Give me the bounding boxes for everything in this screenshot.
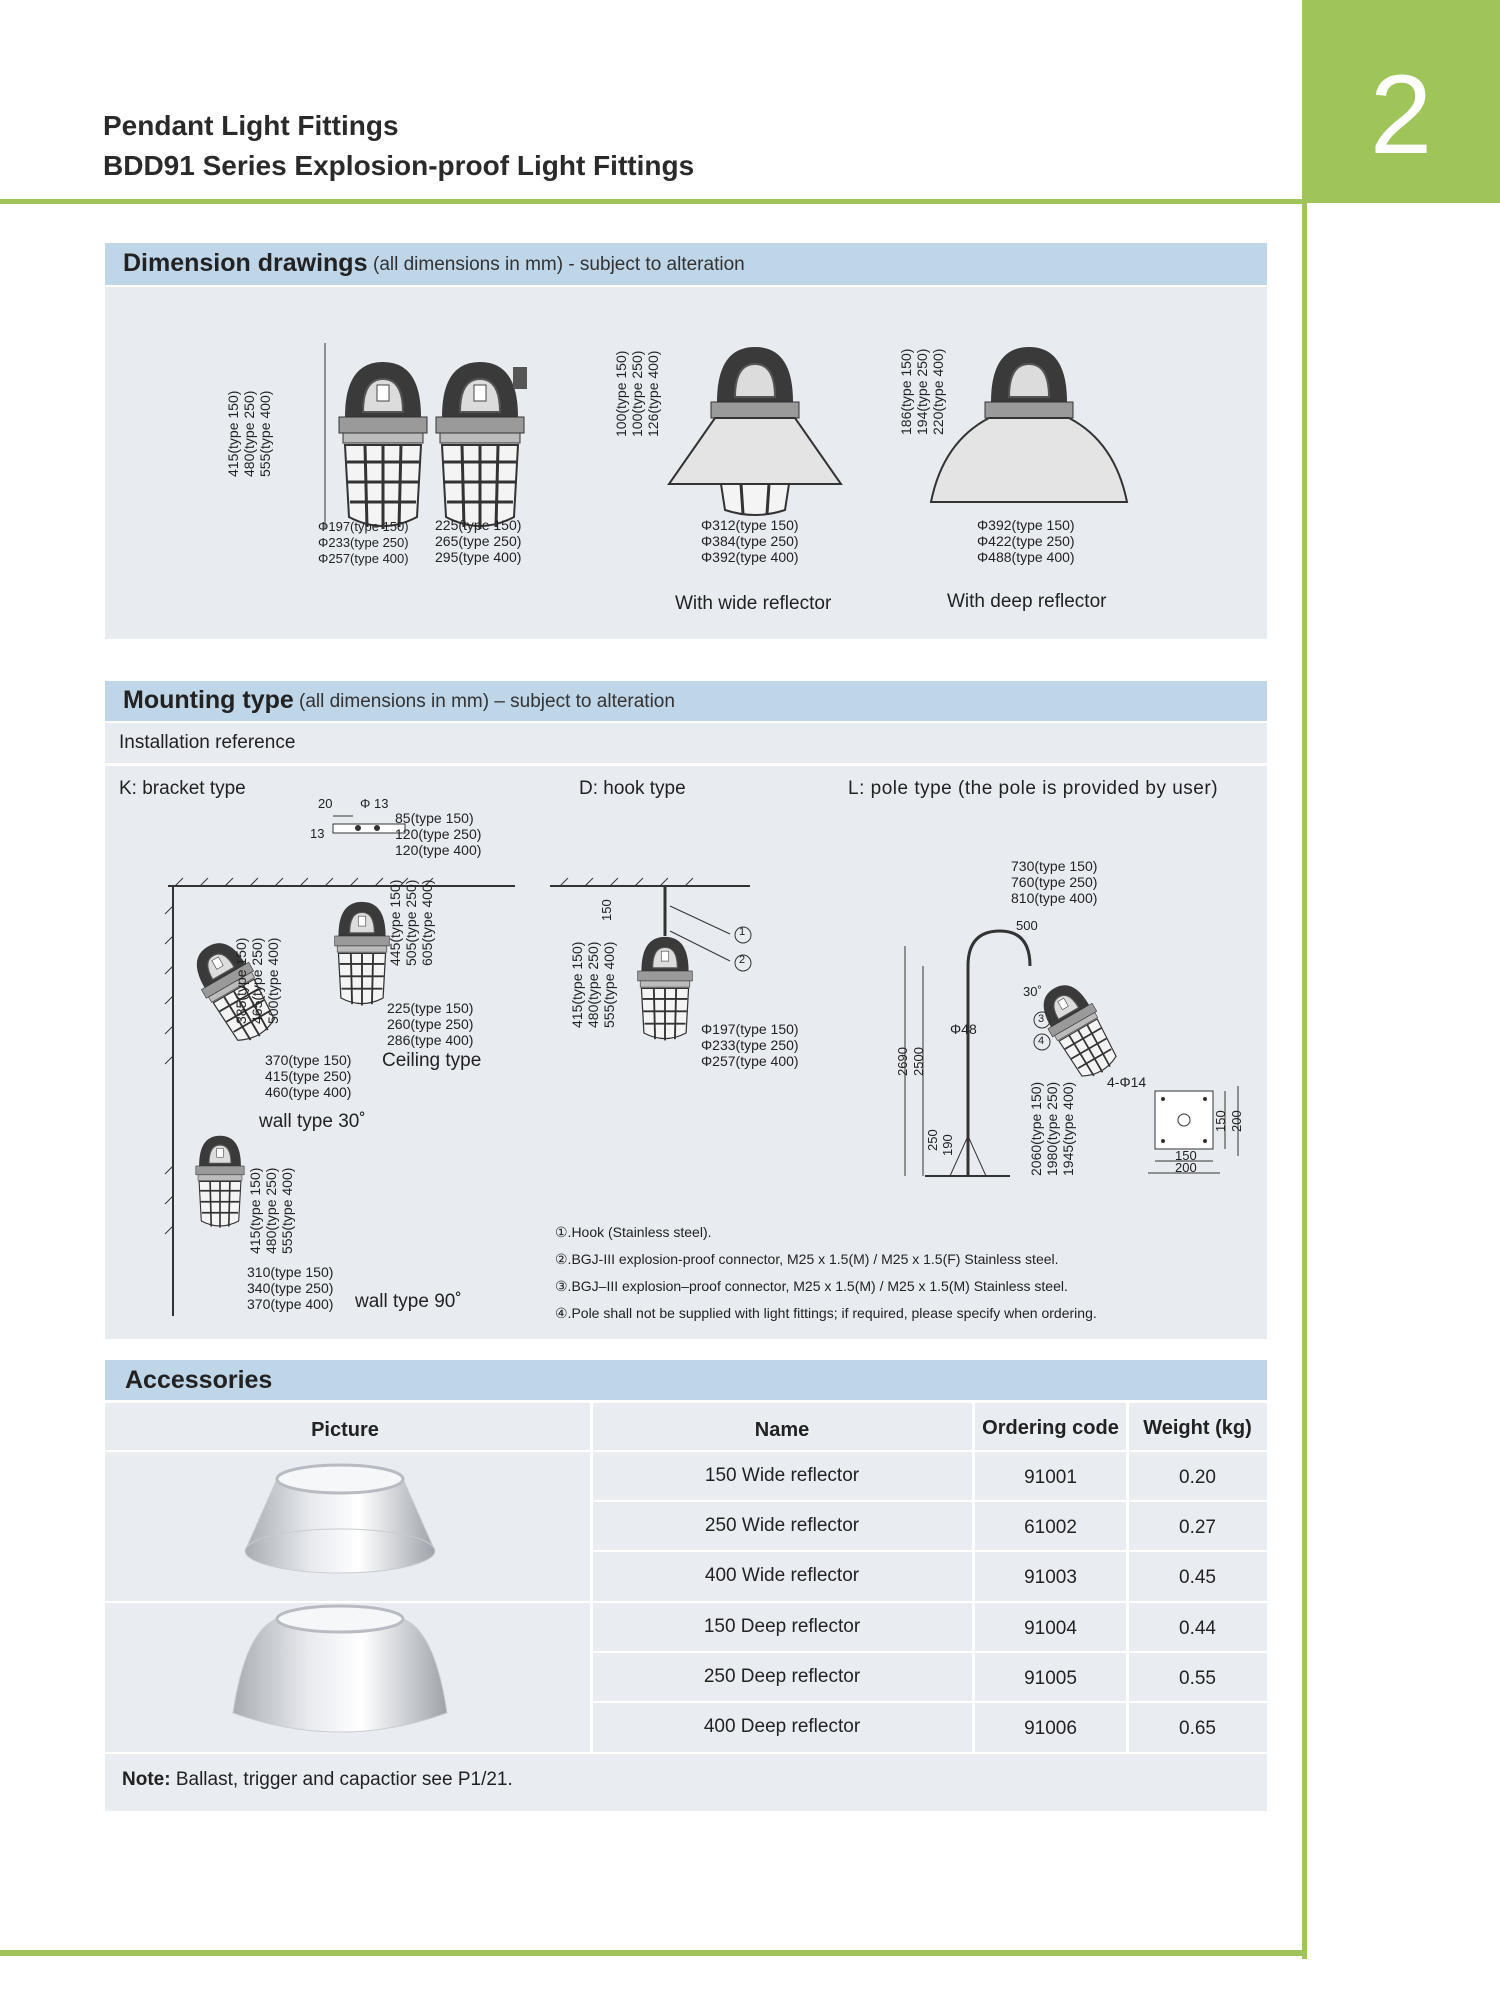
hook-lamp-drawing bbox=[638, 937, 693, 1041]
row-5-code: 91005 bbox=[1024, 1668, 1077, 1689]
row-1-code: 91001 bbox=[1024, 1467, 1077, 1488]
dim-text: Φ422(type 250) bbox=[977, 533, 1075, 549]
pole-dim-500: 500 bbox=[1016, 918, 1038, 933]
dim-text: 415(type 150) bbox=[569, 941, 585, 1028]
dim-text: Φ488(type 400) bbox=[977, 549, 1075, 565]
accessories-table bbox=[105, 1403, 1267, 1811]
lamp-deep-reflector-drawing bbox=[931, 347, 1127, 502]
note-4: ④.Pole shall not be supplied with light fittings; if required, please specify when ordering. bbox=[555, 1305, 1097, 1321]
row-5-name: 250 Deep reflector bbox=[703, 1666, 861, 1687]
pole-lamp-drawing bbox=[1032, 976, 1125, 1085]
row-6-weight: 0.65 bbox=[1179, 1718, 1216, 1739]
row-divider bbox=[592, 1701, 1267, 1703]
bottom-rule bbox=[0, 1950, 1307, 1956]
dim-text: 100(type 150) bbox=[613, 350, 629, 437]
pole-dim-phi48: Φ48 bbox=[950, 1021, 977, 1037]
fig4-height-dims bbox=[898, 349, 946, 435]
install-ref-bar bbox=[105, 723, 1267, 763]
dim-text: 555(type 400) bbox=[279, 1167, 295, 1254]
mounting-heading: Mounting type bbox=[123, 686, 294, 714]
lamp-wide-reflector-drawing bbox=[669, 347, 841, 515]
dim-text: 810(type 400) bbox=[1011, 890, 1098, 906]
dim-text: 1945(type 400) bbox=[1060, 1081, 1076, 1176]
page-number-tab: 2 bbox=[1302, 0, 1500, 203]
fig1-height-dims bbox=[225, 391, 273, 477]
dim-text: 340(type 250) bbox=[247, 1280, 334, 1296]
hook-diam-dims bbox=[701, 1021, 799, 1069]
wide-reflector-caption: With wide reflector bbox=[675, 593, 832, 614]
dim-text: 225(type 150) bbox=[435, 517, 522, 533]
pole-dim-4phi14: 4-Φ14 bbox=[1107, 1074, 1147, 1090]
row-divider bbox=[592, 1500, 1267, 1502]
header-rule bbox=[0, 199, 1305, 204]
dim-text: 100(type 250) bbox=[629, 350, 645, 437]
pole-reach-dims bbox=[1011, 858, 1097, 906]
row-3-name: 400 Wide reflector bbox=[704, 1565, 860, 1586]
wall30-width-dims bbox=[265, 1052, 351, 1100]
dim-text: 555(type 400) bbox=[257, 390, 273, 477]
callout-1: 1 bbox=[739, 926, 746, 938]
pole-dim-190: 190 bbox=[940, 1134, 955, 1156]
wall30-caption: wall type 30˚ bbox=[259, 1111, 366, 1132]
pole-dim-2500: 2500 bbox=[911, 1047, 926, 1076]
fig2-width-dims bbox=[435, 517, 521, 565]
dim-text: Φ392(type 150) bbox=[977, 517, 1075, 533]
wall90-lamp-drawing bbox=[196, 1136, 244, 1228]
dim-text: Φ312(type 150) bbox=[701, 517, 799, 533]
base-dim-150-v: 150 bbox=[1213, 1110, 1228, 1132]
dim-text: 460(type 400) bbox=[265, 1084, 352, 1100]
callout-4: 4 bbox=[1038, 1035, 1045, 1047]
row-divider bbox=[592, 1550, 1267, 1552]
dim-text: 310(type 150) bbox=[247, 1264, 334, 1280]
dim-text: 225(type 150) bbox=[387, 1000, 474, 1016]
dim-text: Φ233(type 250) bbox=[701, 1037, 799, 1053]
accessories-heading: Accessories bbox=[125, 1366, 273, 1394]
row-1-weight: 0.20 bbox=[1179, 1467, 1216, 1488]
dim-text: 445(type 150) bbox=[387, 879, 403, 966]
dim-text: 1980(type 250) bbox=[1044, 1081, 1060, 1176]
lamp-side-drawing bbox=[436, 362, 524, 529]
dim-text: 186(type 150) bbox=[898, 348, 914, 435]
right-rule bbox=[1302, 199, 1307, 1959]
dim-text: 120(type 400) bbox=[395, 842, 482, 858]
note-text: Ballast, trigger and capactior see P1/21. bbox=[170, 1769, 513, 1790]
dim-text: 85(type 150) bbox=[395, 810, 474, 826]
ceiling-type-caption: Ceiling type bbox=[382, 1050, 482, 1071]
bracket-dim-20: 20 bbox=[318, 796, 333, 811]
row-6-name: 400 Deep reflector bbox=[703, 1716, 861, 1737]
fig3-height-dims bbox=[613, 351, 661, 437]
wall90-width-dims bbox=[247, 1264, 333, 1312]
page-title-line1: Pendant Light Fittings bbox=[103, 110, 399, 141]
bracket-dim-phi13: Φ 13 bbox=[360, 796, 389, 811]
base-dim-200: 200 bbox=[1175, 1160, 1197, 1175]
dim-text: 480(type 250) bbox=[241, 390, 257, 477]
mounting-subheading: (all dimensions in mm) – subject to alteration bbox=[299, 691, 675, 712]
row-2-name: 250 Wide reflector bbox=[704, 1515, 860, 1536]
dim-text: 415(type 150) bbox=[247, 1167, 263, 1254]
dim-text: 415(type 150) bbox=[225, 390, 241, 477]
row-divider bbox=[105, 1752, 1267, 1754]
dim-text: 2060(type 150) bbox=[1028, 1081, 1044, 1176]
row-3-weight: 0.45 bbox=[1179, 1567, 1216, 1588]
note-2: ②.BGJ-III explosion-proof connector, M25 x 1.5(M) / M25 x 1.5(F) Stainless steel. bbox=[555, 1251, 1059, 1267]
row-6-code: 91006 bbox=[1024, 1718, 1077, 1739]
pole-dim-2690: 2690 bbox=[895, 1047, 910, 1076]
dim-text: 385(type 150) bbox=[233, 937, 249, 1024]
base-dim-150: 150 bbox=[1175, 1148, 1197, 1163]
pole-dim-250: 250 bbox=[925, 1129, 940, 1151]
dim-text: 126(type 400) bbox=[645, 350, 661, 437]
dimension-section-header bbox=[105, 243, 1267, 285]
dim-text: Φ392(type 400) bbox=[701, 549, 799, 565]
dimension-subheading: (all dimensions in mm) - subject to alteration bbox=[373, 254, 745, 275]
dim-text: Φ257(type 400) bbox=[318, 551, 409, 566]
dim-text: 260(type 250) bbox=[387, 1016, 474, 1032]
note-1: ①.Hook (Stainless steel). bbox=[555, 1224, 712, 1240]
fig1-diam-dims bbox=[318, 519, 409, 567]
wall30-height-dims bbox=[233, 938, 281, 1024]
hook-type-label: D: hook type bbox=[579, 778, 686, 799]
dim-text: 760(type 250) bbox=[1011, 874, 1098, 890]
pole-dim-30deg: 30˚ bbox=[1023, 984, 1042, 999]
row-divider bbox=[592, 1651, 1267, 1653]
dim-text: 120(type 250) bbox=[395, 826, 482, 842]
mounting-section-header bbox=[105, 681, 1267, 721]
bracket-type-label: K: bracket type bbox=[119, 778, 246, 799]
row-5-weight: 0.55 bbox=[1179, 1668, 1216, 1689]
dim-text: 220(type 400) bbox=[930, 348, 946, 435]
ceiling-width-dims bbox=[387, 1000, 473, 1048]
hook-height-dims bbox=[569, 942, 617, 1028]
dim-text: 415(type 250) bbox=[265, 1068, 352, 1084]
bracket-dim-13: 13 bbox=[310, 826, 325, 841]
dim-text: Φ197(type 150) bbox=[701, 1021, 799, 1037]
mounting-notes bbox=[555, 1224, 1097, 1332]
page-title-line2: BDD91 Series Explosion-proof Light Fittings bbox=[103, 150, 695, 181]
dim-text: 295(type 400) bbox=[435, 549, 522, 565]
dim-text: 265(type 250) bbox=[435, 533, 522, 549]
dim-text: 194(type 250) bbox=[914, 348, 930, 435]
dim-text: 286(type 400) bbox=[387, 1032, 474, 1048]
note-3: ③.BGJ–III explosion–proof connector, M25 x 1.5(M) / M25 x 1.5(M) Stainless steel. bbox=[555, 1278, 1068, 1294]
col-header-picture: Picture bbox=[311, 1419, 379, 1441]
dim-text: 555(type 400) bbox=[601, 941, 617, 1028]
col-header-code: Ordering code bbox=[982, 1417, 1119, 1439]
dimension-drawings-svg bbox=[105, 287, 1267, 639]
deep-reflector-picture bbox=[233, 1606, 447, 1732]
row-4-code: 91004 bbox=[1024, 1618, 1077, 1639]
row-3-code: 91003 bbox=[1024, 1567, 1077, 1588]
ceiling-height-dims bbox=[387, 880, 435, 966]
pole-type-label: L: pole type (the pole is provided by user) bbox=[848, 778, 1219, 799]
install-ref-label: Installation reference bbox=[119, 732, 296, 753]
dim-text: 370(type 150) bbox=[265, 1052, 352, 1068]
dimension-heading: Dimension drawings bbox=[123, 249, 368, 277]
dim-text: 730(type 150) bbox=[1011, 858, 1098, 874]
fig4-diam-dims bbox=[977, 517, 1075, 565]
dim-text: 370(type 400) bbox=[247, 1296, 334, 1312]
pole-height-dims bbox=[1028, 1082, 1076, 1176]
col-header-name: Name bbox=[754, 1419, 810, 1441]
accessories-note bbox=[122, 1769, 513, 1791]
lamp-front-drawing bbox=[339, 362, 427, 529]
mounting-drawings-area bbox=[105, 766, 1267, 1339]
reflector-pictures bbox=[105, 1451, 585, 1751]
row-1-name: 150 Wide reflector bbox=[704, 1465, 860, 1486]
deep-reflector-caption: With deep reflector bbox=[947, 591, 1107, 612]
dim-text: Φ197(type 150) bbox=[318, 519, 409, 534]
accessories-section-header bbox=[105, 1360, 1267, 1400]
base-dim-200-v: 200 bbox=[1229, 1110, 1244, 1132]
hook-top-dim: 150 bbox=[599, 899, 614, 921]
row-2-weight: 0.27 bbox=[1179, 1517, 1216, 1538]
dim-text: 605(type 400) bbox=[419, 879, 435, 966]
dim-text: 465(type 250) bbox=[249, 937, 265, 1024]
callout-3: 3 bbox=[1038, 1013, 1045, 1025]
dim-text: 480(type 250) bbox=[263, 1167, 279, 1254]
row-4-name: 150 Deep reflector bbox=[703, 1616, 861, 1637]
dim-text: 505(type 250) bbox=[403, 879, 419, 966]
callout-2: 2 bbox=[739, 954, 746, 966]
note-label: Note: bbox=[122, 1769, 171, 1790]
dim-text: Φ257(type 400) bbox=[701, 1053, 799, 1069]
row-2-code: 61002 bbox=[1024, 1517, 1077, 1538]
bracket-length-dims bbox=[395, 810, 481, 858]
fig3-diam-dims bbox=[701, 517, 799, 565]
ceiling-lamp-drawing bbox=[335, 902, 390, 1006]
col-header-weight: Weight (kg) bbox=[1143, 1417, 1252, 1439]
dim-text: Φ384(type 250) bbox=[701, 533, 799, 549]
wall90-height-dims bbox=[247, 1168, 295, 1254]
wall90-caption: wall type 90˚ bbox=[355, 1291, 462, 1312]
row-4-weight: 0.44 bbox=[1179, 1618, 1216, 1639]
dim-text: 480(type 250) bbox=[585, 941, 601, 1028]
wide-reflector-picture bbox=[245, 1465, 435, 1573]
dimension-drawings-area bbox=[105, 287, 1267, 639]
dim-text: 500(type 400) bbox=[265, 937, 281, 1024]
dim-text: Φ233(type 250) bbox=[318, 535, 409, 550]
